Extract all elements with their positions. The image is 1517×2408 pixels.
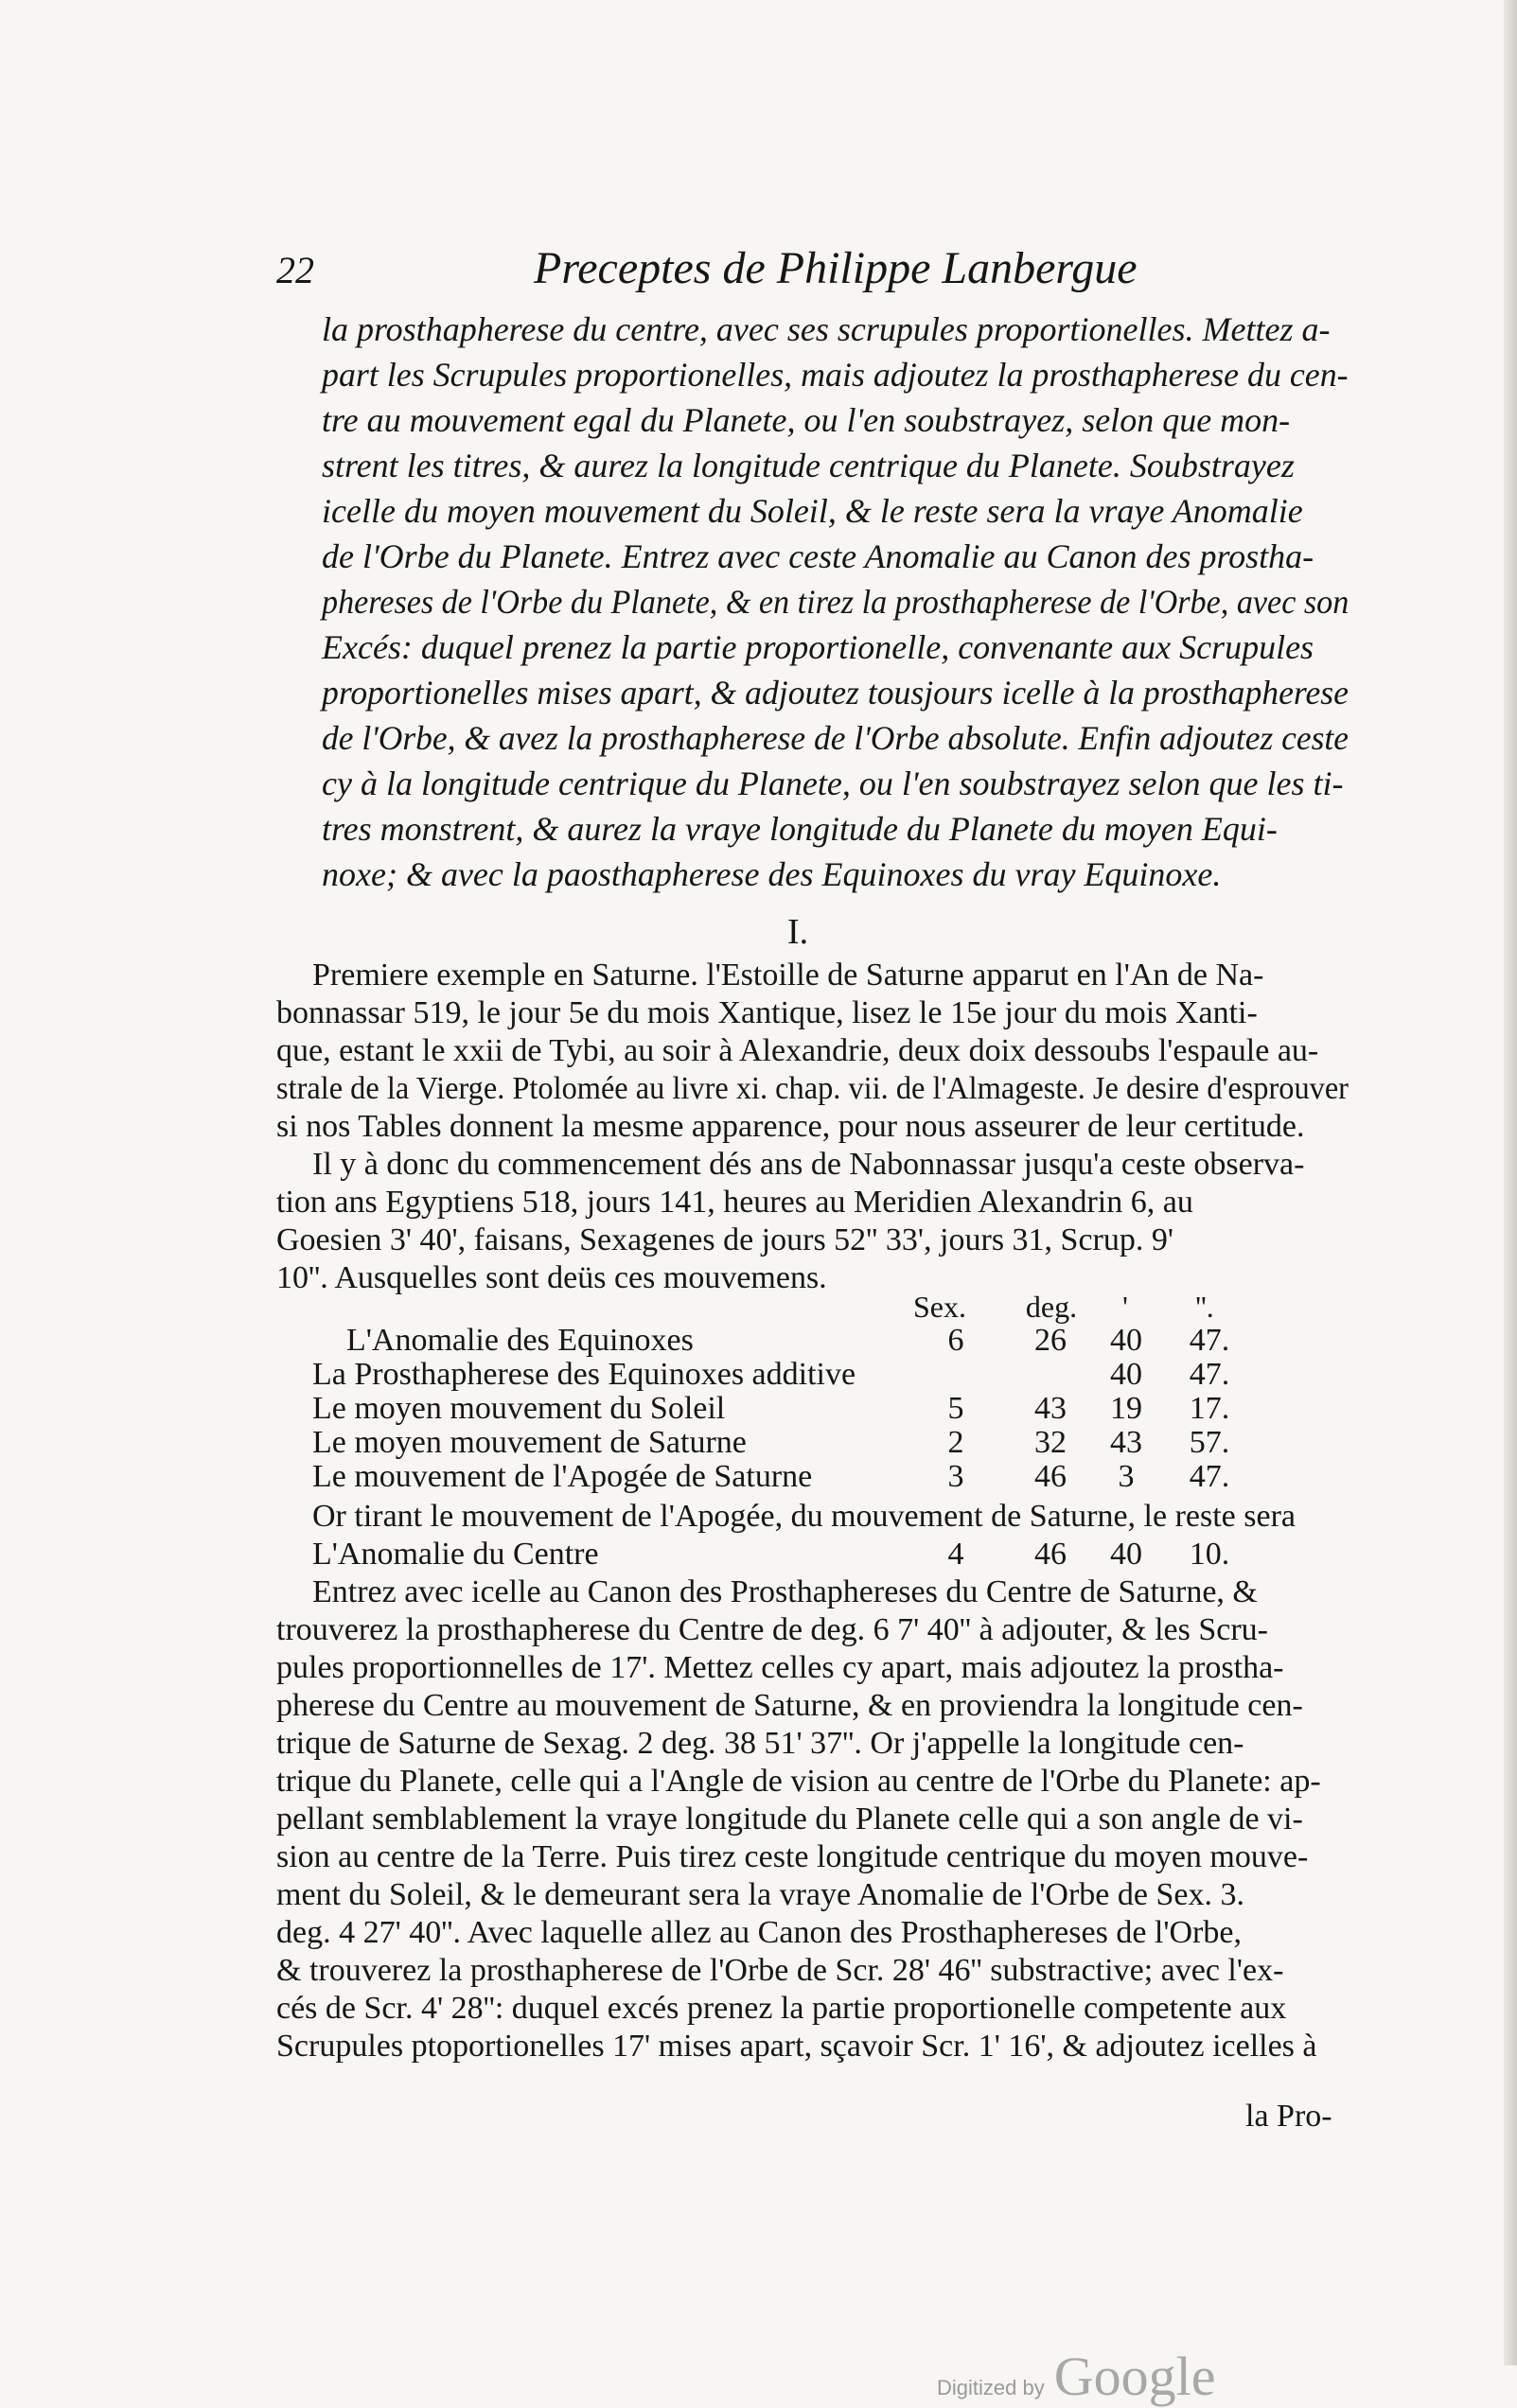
table-header-deg: deg. — [1025, 1290, 1078, 1324]
row-value: 32 — [1034, 1425, 1067, 1460]
text-line: pherese du Centre au mouvement de Saturne, & en proviendra la longitude cen- — [276, 1688, 1303, 1723]
row-label: La Prosthapherese des Equinoxes additive — [312, 1357, 856, 1392]
watermark-small-text: Digitized by — [937, 2376, 1045, 2399]
row-value: 2 — [947, 1425, 964, 1460]
text-line: trique de Saturne de Sexag. 2 deg. 38 51' 37''. Or j'appelle la longitude cen- — [276, 1726, 1244, 1761]
row-label: Le moyen mouvement de Saturne — [312, 1425, 747, 1460]
google-watermark — [937, 2345, 1215, 2408]
text-line: la prosthapherese du centre, avec ses scrupules proportionelles. Mettez a- — [322, 310, 1331, 348]
text-line: ment du Soleil, & le demeurant sera la vraye Anomalie de l'Orbe de Sex. 3. — [276, 1877, 1244, 1912]
row-label: Le mouvement de l'Apogée de Saturne — [312, 1459, 813, 1494]
row-value: 6 — [947, 1323, 964, 1358]
row-value: 47. — [1189, 1323, 1230, 1358]
text-line: de l'Orbe du Planete. Entrez avec ceste Anomalie au Canon des prostha- — [322, 537, 1314, 575]
row-value: 3 — [1118, 1459, 1135, 1494]
table-note: Or tirant le mouvement de l'Apogée, du mouvement de Saturne, le reste sera — [312, 1499, 1297, 1534]
text-line: Il y à donc du commencement dés ans de Nabonnassar jusqu'a ceste observa- — [312, 1147, 1305, 1182]
catchword: la Pro- — [1245, 2099, 1332, 2134]
text-line: trouverez la prosthapherese du Centre de deg. 6 7' 40'' à adjouter, & les Scru- — [276, 1612, 1268, 1647]
row-value: 46 — [1034, 1459, 1067, 1494]
text-line: Entrez avec icelle au Canon des Prosthaphereses du Centre de Saturne, & — [312, 1574, 1258, 1609]
text-line: bonnassar 519, le jour 5e du mois Xantique, lisez le 15e jour du mois Xanti- — [276, 995, 1258, 1030]
text-line: Scrupules ptoportionelles 17' mises apart, sçavoir Scr. 1' 16', & adjoutez icelles à — [276, 2029, 1317, 2064]
row-value: 40 — [1110, 1357, 1142, 1392]
text-line: icelle du moyen mouvement du Soleil, & le reste sera la vraye Anomalie — [322, 492, 1303, 530]
row-value: 17. — [1189, 1391, 1230, 1426]
text-line: noxe; & avec la paosthapherese des Equinoxes du vray Equinoxe. — [322, 855, 1222, 893]
text-line: trique du Planete, celle qui a l'Angle de vision au centre de l'Orbe du Planete: ap- — [276, 1764, 1321, 1799]
text-line: part les Scrupules proportionelles, mais adjoutez la prosthapherese du cen- — [322, 356, 1349, 394]
row-label: L'Anomalie du Centre — [312, 1537, 599, 1572]
row-value: 26 — [1034, 1323, 1067, 1358]
row-value: 57. — [1189, 1425, 1230, 1460]
page-number: 22 — [276, 249, 314, 291]
text-line: que, estant le xxii de Tybi, au soir à Alexandrie, deux doix dessoubs l'espaule au- — [276, 1033, 1319, 1068]
google-logo: Google — [1053, 2346, 1216, 2407]
page-edge — [1504, 0, 1517, 2365]
table-header-sex: Sex. — [913, 1290, 966, 1324]
page-header — [276, 243, 1346, 303]
text-line: cés de Scr. 4' 28'': duquel excés prenez la partie proportionelle competente aux — [276, 1991, 1287, 2026]
text-line: tion ans Egyptiens 518, jours 141, heures au Meridien Alexandrin 6, au — [276, 1185, 1193, 1220]
text-line: tres monstrent, & aurez la vraye longitude du Planete du moyen Equi- — [322, 810, 1278, 848]
table-header-sec: ''. — [1195, 1290, 1214, 1324]
row-value: 5 — [947, 1391, 964, 1426]
running-title: Preceptes de Philippe Lanbergue — [534, 243, 1138, 293]
text-line: Premiere exemple en Saturne. l'Estoille de Saturne apparut en l'An de Na- — [312, 958, 1264, 993]
text-line: strent les titres, & aurez la longitude centrique du Planete. Soubstrayez — [322, 447, 1295, 484]
row-value: 47. — [1189, 1459, 1230, 1494]
row-value: 47. — [1189, 1357, 1230, 1392]
table-header-min: ' — [1122, 1290, 1128, 1324]
row-value: 46 — [1034, 1537, 1067, 1572]
row-value: 43 — [1034, 1391, 1067, 1426]
row-value: 4 — [947, 1537, 964, 1572]
text-line: Excés: duquel prenez la partie proportionelle, convenante aux Scrupules — [322, 628, 1314, 666]
row-value: 19 — [1110, 1391, 1142, 1426]
row-label: L'Anomalie des Equinoxes — [346, 1323, 694, 1358]
text-line: proportionelles mises apart, & adjoutez tousjours icelle à la prosthapherese — [322, 674, 1349, 712]
section-heading: I. — [787, 912, 809, 952]
text-line: cy à la longitude centrique du Planete, ou l'en soubstrayez selon que les ti- — [322, 765, 1344, 802]
row-value: 40 — [1110, 1323, 1142, 1358]
text-line: si nos Tables donnent la mesme apparence, pour nous asseurer de leur certitude. — [276, 1109, 1305, 1144]
row-value: 43 — [1110, 1425, 1142, 1460]
text-line: Goesien 3' 40', faisans, Sexagenes de jours 52'' 33', jours 31, Scrup. 9' — [276, 1222, 1173, 1257]
text-line: tre au mouvement egal du Planete, ou l'en soubstrayez, selon que mon- — [322, 401, 1291, 439]
text-line: de l'Orbe, & avez la prosthapherese de l'Orbe absolute. Enfin adjoutez ceste — [322, 719, 1349, 757]
text-line: deg. 4 27' 40''. Avec laquelle allez au Canon des Prosthaphereses de l'Orbe, — [276, 1915, 1242, 1950]
text-line: phereses de l'Orbe du Planete, & en tirez la prosthapherese de l'Orbe, avec son — [322, 583, 1349, 621]
text-line: sion au centre de la Terre. Puis tirez ceste longitude centrique du moyen mouve- — [276, 1839, 1309, 1874]
row-value: 40 — [1110, 1537, 1142, 1572]
row-label: Le moyen mouvement du Soleil — [312, 1391, 726, 1426]
text-line: pules proportionnelles de 17'. Mettez celles cy apart, mais adjoutez la prostha- — [276, 1650, 1284, 1685]
text-line: & trouverez la prosthapherese de l'Orbe de Scr. 28' 46'' substractive; avec l'ex- — [276, 1953, 1284, 1988]
text-line: strale de la Vierge. Ptolomée au livre xi. chap. vii. de l'Almageste. Je desire d'esprouver — [276, 1071, 1349, 1106]
row-value: 10. — [1189, 1537, 1230, 1572]
text-line: 10''. Ausquelles sont deüs ces mouvemens. — [276, 1260, 827, 1295]
text-line: pellant semblablement la vraye longitude du Planete celle qui a son angle de vi- — [276, 1802, 1303, 1837]
row-value: 3 — [947, 1459, 964, 1494]
